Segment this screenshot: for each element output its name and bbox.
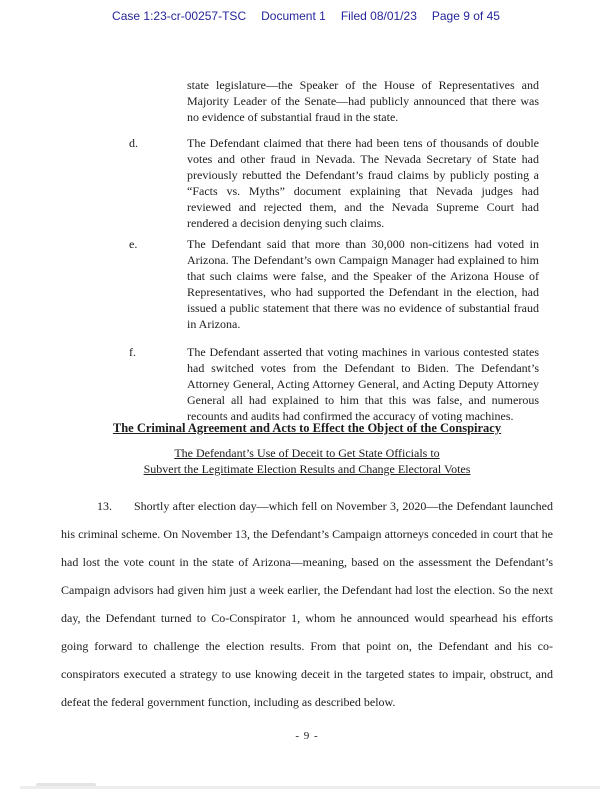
- subheading-line-1: The Defendant’s Use of Deceit to Get State Officials to: [174, 446, 440, 460]
- item-text-d: The Defendant claimed that there had been tens of thousands of double votes and other fraud in Nevada. The Nevada Secretary of State had previously rebutted the Defendant’s fraud claims by publicly posting a “Facts vs. Myths” document explaining that Nevada judges had reviewed and rejected them, and the Nevada Supreme Court had rendered a decision denying such claims.: [187, 136, 539, 230]
- stamp-page-count: Page 9 of 45: [431, 9, 500, 23]
- section-heading: The Criminal Agreement and Acts to Effect the Object of the Conspiracy: [112, 421, 502, 435]
- subheading-line-2: Subvert the Legitimate Election Results and Change Electoral Votes: [143, 462, 471, 476]
- list-item-e: [129, 236, 539, 332]
- paragraph-13: [61, 492, 553, 716]
- stamp-document-number: Document 1: [261, 9, 326, 23]
- list-item-d: [129, 135, 539, 231]
- stamp-filed-date: Filed 08/01/23: [340, 9, 417, 23]
- scan-artifact-line: [20, 786, 600, 789]
- page-number: - 9 -: [295, 730, 319, 742]
- item-label-e: e.: [129, 237, 138, 251]
- stamp-case-number: Case 1:23-cr-00257-TSC: [112, 9, 247, 23]
- paragraph-13-number: 13.: [97, 499, 112, 513]
- item-text-e: The Defendant said that more than 30,000 non-citizens had voted in Arizona. The Defendant’s own Campaign Manager had explained to him that such claims were false, and the Speaker of the Arizona House of Representatives, who had supported the Defendant in the election, had issued a public statement that there was no evidence of substantial fraud in Arizona.: [187, 237, 539, 331]
- list-item-f: [129, 344, 539, 424]
- item-label-d: d.: [129, 136, 138, 150]
- continuation-paragraph: state legislature—the Speaker of the House of Representatives and Majority Leader of the Senate—had publicly announced that there was no evidence of substantial fraud in the state.: [187, 78, 539, 124]
- case-stamp: [0, 9, 612, 23]
- item-label-f: f.: [129, 345, 136, 359]
- paragraph-13-text: Shortly after election day—which fell on November 3, 2020—the Defendant launched his criminal scheme. On November 13, the Defendant’s Campaign attorneys conceded in court that he had lost the vote count in the state of Arizona—meaning, based on the assessment the Defendant’s Campaign advisors had given him just a week earlier, the Defendant had lost the election. So the next day, the Defendant turned to Co-Conspirator 1, whom he announced would spearhead his efforts going forward to challenge the election results. From that point on, the Defendant and his co-conspirators executed a strategy to use knowing deceit in the targeted states to impair, obstruct, and defeat the federal government function, including as described below.: [61, 499, 553, 709]
- item-text-f: The Defendant asserted that voting machines in various contested states had switched votes from the Defendant to Biden. The Defendant’s Attorney General, Acting Attorney General, and Acting Deputy Attorney General all had explained to him that this was false, and numerous recounts and audits had confirmed the accuracy of voting machines.: [187, 345, 539, 423]
